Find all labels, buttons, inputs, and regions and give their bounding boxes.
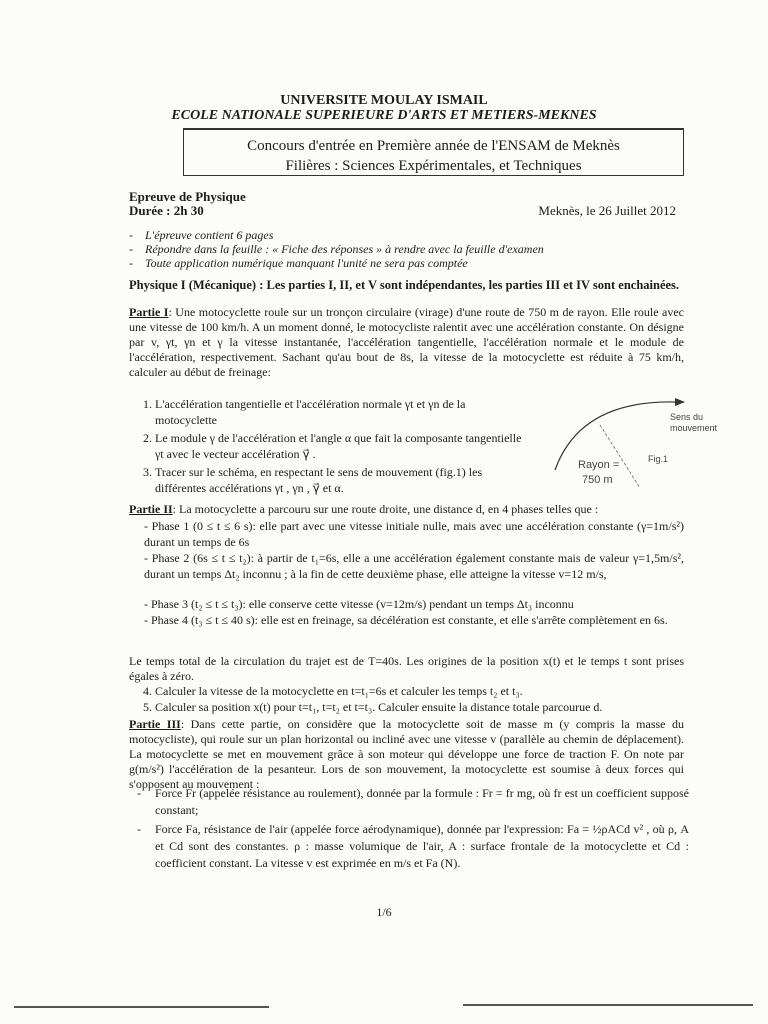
partie3-text: : Dans cette partie, on considère que la motocyclette soit de masse m (y compris la masse du motocycliste), qui roule sur un plan horizontal ou incliné avec une vitesse v (parallèle au chemin de déplacement). La motocyclette se met en mouvement grâce à son moteur qui développe une force de traction F. On note par g(m/s²) l'accélération de la pesanteur. Lors de son mouvement, la motocyclette est soumise à deux forces qui s'opposent au mouvement : [129, 717, 684, 791]
fig-rayon-value: 750 m [582, 474, 613, 486]
fig-mouvement-label: mouvement [670, 423, 718, 433]
exam-title: Epreuve de Physique [129, 189, 246, 204]
university-name: UNIVERSITE MOULAY ISMAIL [280, 93, 488, 108]
phase-4: - Phase 4 (t₃ ≤ t ≤ 40 s): elle est en freinage, sa décélération est constante, et elle s'arrête complètement en 6s. [144, 613, 668, 627]
partie1-questions [137, 396, 525, 498]
fig-sens-label: Sens du [670, 412, 704, 422]
partie2-text: : La motocyclette a parcouru sur une route droite, une distance d, en 4 phases telles que : [172, 502, 599, 516]
fig-number-label: Fig.1 [648, 454, 669, 464]
partie1-text: : Une motocyclette roule sur un tronçon circulaire (virage) d'une route de 750 m de rayon. Elle roule avec une vitesse de 100 km/h. A un moment donné, le motocycliste ralentit avec une accélération constante. On désigne par v, γt, γn et γ la vitesse instantanée, l'accélération tangentielle, l'accélération normale et le module de l'accélération, respectivement. Sachant qu'au bout de 8s, la vitesse de la motocyclette est réduite à 75 km/h, calculer au début de freinage: [129, 305, 685, 379]
instructions-list [129, 228, 689, 270]
question-3: 3. Tracer sur le schéma, en respectant le sens de mouvement (fig.1) les différentes accélérations γt , γn , γ⃗ et α. [155, 464, 525, 496]
bottom-rule-right [463, 1004, 753, 1006]
partie1-intro [129, 305, 684, 380]
question-1: 1. L'accélération tangentielle et l'accélération normale γt et γn de la motocyclette [155, 396, 525, 428]
partie2-label: Partie II [129, 502, 173, 516]
partie3-intro [129, 717, 684, 792]
exam-title-box [183, 128, 684, 176]
circular-path-figure [540, 390, 720, 500]
motion-arrow-head [675, 398, 685, 406]
partie3-label: Partie III [129, 717, 181, 731]
bottom-rule-left [14, 1006, 269, 1008]
phase-3: - Phase 3 (t₂ ≤ t ≤ t₃): elle conserve cette vitesse (v=12m/s) pendant un temps Δt₃ inconnu [144, 597, 574, 611]
box-line-1: Concours d'entrée en Première année de l'ENSAM de Meknès [247, 138, 620, 154]
exam-info [129, 190, 246, 218]
partie2-total-time: Le temps total de la circulation du trajet est de T=40s. Les origines de la position x(t) et le temps t sont prises égales à zéro. [129, 654, 684, 683]
question-5: 5. Calculer sa position x(t) pour t=t₁, t=t₂ et t=t₃. Calculer ensuite la distance totale parcourue d. [155, 699, 695, 715]
force-air-resistance: - Force Fa, résistance de l'air (appelée force aérodynamique), donnée par l'expression: Fa = ½ρACd v² , où ρ, A et Cd sont des constantes. ρ : masse volumique de l'air, A : surface frontale de la motocyclette et Cd : coefficient constant. La vitesse v est exprimée en m/s et Fa (N). [129, 821, 689, 872]
physique-title: Physique I (Mécanique) : Les parties I, II, et V sont indépendantes, les parties III et IV sont enchainées. [129, 278, 680, 292]
page-number: 1/6 [376, 905, 392, 919]
box-line-2: Filières : Sciences Expérimentales, et Techniques [285, 158, 582, 174]
question-2: 2. Le module γ de l'accélération et l'angle α que fait la composante tangentielle γt avec le vecteur accélération γ⃗ . [155, 430, 525, 462]
exam-date: Meknès, le 26 Juillet 2012 [538, 203, 676, 218]
school-name: ECOLE NATIONALE SUPERIEURE D'ARTS ET METIERS-MEKNES [171, 108, 597, 123]
phase-2: - Phase 2 (6s ≤ t ≤ t₂): à partir de t₁=6s, elle a une accélération également constante mais de valeur γ=1,5m/s², durant un temps Δt₂ inconnu ; à la fin de cette deuxième phase, elle atteigne la vitesse v=12 m/s, [144, 551, 684, 581]
force-rolling-resistance: - Force Fr (appelée résistance au roulement), donnée par la formule : Fr = fr mg, où fr est un coefficient supposé constant; [129, 785, 689, 819]
partie1-label: Partie I [129, 305, 169, 319]
partie2-questions [137, 683, 695, 715]
phase-1: - Phase 1 (0 ≤ t ≤ 6 s): elle part avec une vitesse initiale nulle, mais avec une accélération constante (γ=1m/s²) durant un temps de 6s [144, 519, 684, 549]
instruction-item: - Répondre dans la feuille : « Fiche des réponses » à rendre avec la feuille d'examen [129, 242, 689, 256]
partie2-intro [129, 502, 684, 517]
exam-duration: Durée : 2h 30 [129, 203, 204, 218]
question-4: 4. Calculer la vitesse de la motocyclette en t=t₁=6s et calculer les temps t₂ et t₃. [155, 683, 695, 699]
forces-list [129, 785, 689, 874]
fig-rayon-label: Rayon = [578, 459, 620, 471]
instruction-item: - L'épreuve contient 6 pages [129, 228, 689, 242]
instruction-item: - Toute application numérique manquant l'unité ne sera pas comptée [129, 256, 689, 270]
